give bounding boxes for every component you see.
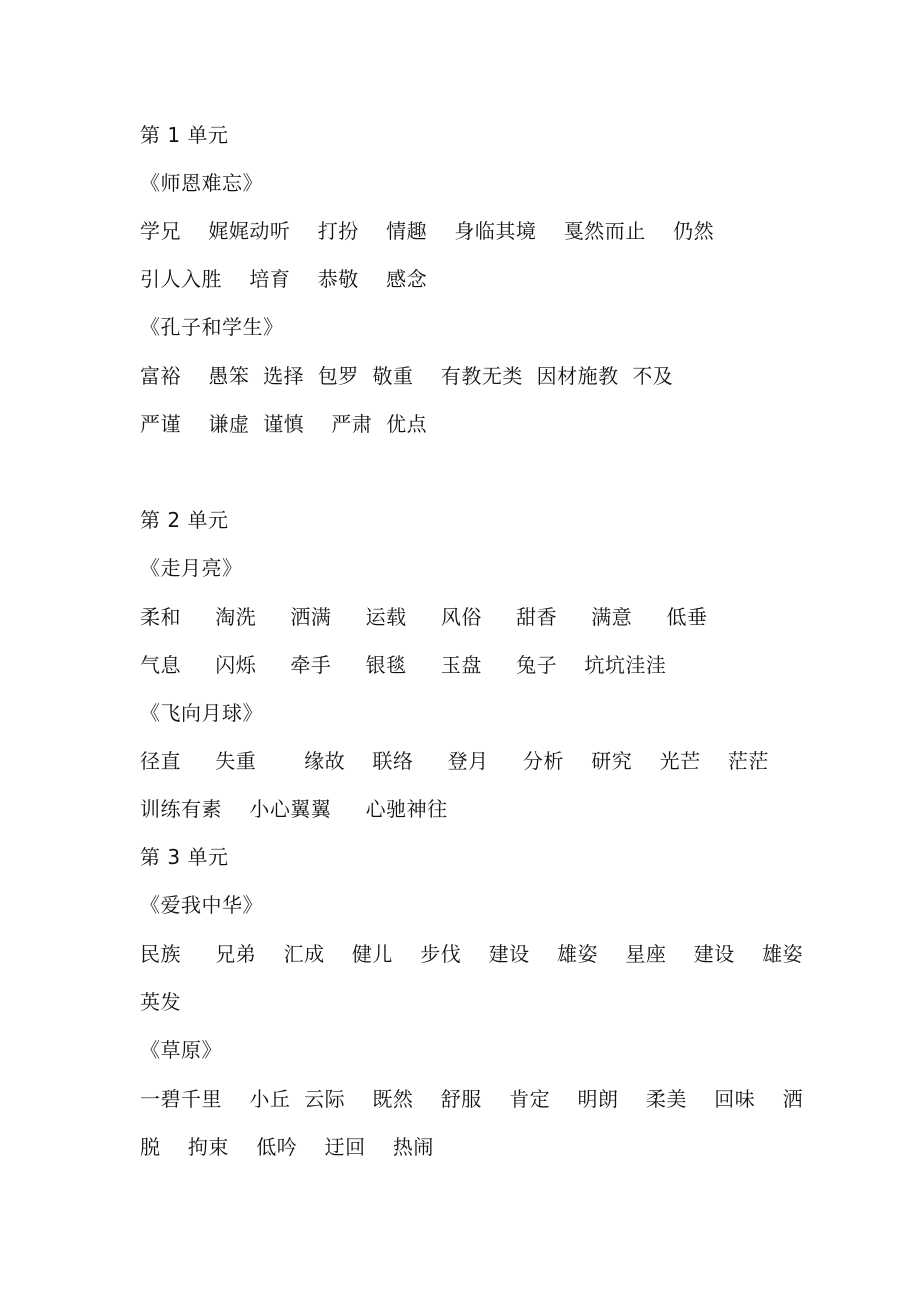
vocab-line: 脱 拘束 低吟 迂回 热闹: [140, 1135, 434, 1159]
lesson-title-zou-yueliang: 《走月亮》: [140, 556, 243, 580]
lesson-title-feixiang-yueqiu: 《飞向月球》: [140, 701, 263, 725]
unit-2-heading: 第 2 单元: [140, 508, 229, 532]
vocab-line: 径直 失重 缘故 联络 登月 分析 研究 光芒 茫茫: [140, 749, 769, 773]
vocab-line: 民族 兄弟 汇成 健儿 步伐 建设 雄姿 星座 建设 雄姿: [140, 942, 804, 966]
vocab-line: 富裕 愚笨 选择 包罗 敬重 有教无类 因材施教 不及: [140, 364, 674, 388]
vocab-line: 训练有素 小心翼翼 心驰神往: [140, 797, 448, 821]
vocab-line: 严谨 谦虚 谨慎 严肃 优点: [140, 412, 428, 436]
lesson-title-ai-wo-zhonghua: 《爱我中华》: [140, 893, 263, 917]
vocab-line: 英发: [140, 990, 181, 1014]
unit-3-heading: 第 3 单元: [140, 845, 229, 869]
unit-1-heading: 第 1 单元: [140, 123, 229, 147]
vocab-line: 一碧千里 小丘 云际 既然 舒服 肯定 明朗 柔美 回味 洒: [140, 1087, 804, 1111]
vocab-line: 引人入胜 培育 恭敬 感念: [140, 267, 428, 291]
lesson-title-kongzi: 《孔子和学生》: [140, 315, 284, 339]
vocab-line: 气息 闪烁 牵手 银毯 玉盘 兔子 坑坑洼洼: [140, 653, 667, 677]
vocab-line: 学兄 娓娓动听 打扮 情趣 身临其境 戛然而止 仍然: [140, 219, 715, 243]
lesson-title-caoyuan: 《草原》: [140, 1038, 222, 1062]
lesson-title-shien-nanwang: 《师恩难忘》: [140, 171, 263, 195]
vocab-line: 柔和 淘洗 洒满 运载 风俗 甜香 满意 低垂: [140, 605, 708, 629]
